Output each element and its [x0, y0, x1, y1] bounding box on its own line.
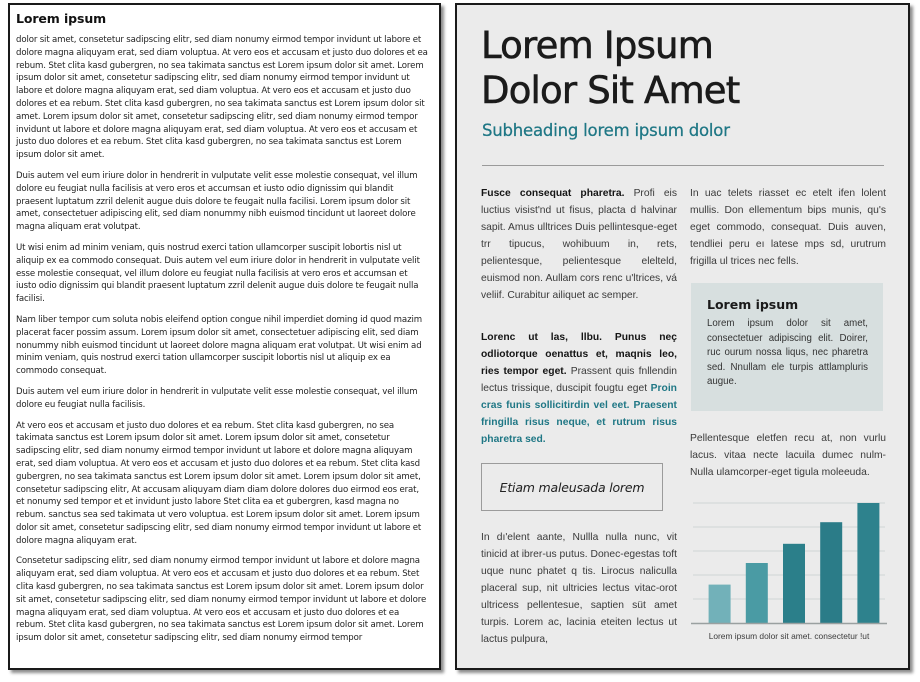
bar-chart-svg	[691, 495, 887, 630]
highlight-text: Proin cras funis sollicitirdin vel eet. Praesent fringilla risus neque, et rutrum risus pharetra sed.	[481, 383, 677, 445]
title-line-1: Lorem Ipsum	[481, 24, 713, 67]
callout-text: Lorem ipsum dolor sit amet, consectetuer adipiscing elit. Doirer, ruc ourum nossa liqus, nec pharetra sed. Nnullam ele turpis attlampluris augue.	[707, 318, 868, 388]
document-paragraph: Duis autem vel eum iriure dolor in hendrerit in vulputate velit esse molestie consequat, vel illum dolore eu feugiat nulla facilisis at vero eros et accumsan et iusto odio dignissim qui blandit praesent luptatum zzril delenit augue duis dolore te feugait nulla facilisi. Lorem ipsum dolor sit amet, consectetuer adipiscing elit, sed diam nonummy nibh euismod tincidunt ut laoreet dolore magna aliquam erat volutpat.	[16, 170, 418, 233]
column1-paragraph-2	[481, 329, 677, 448]
sidebar-callout	[691, 283, 883, 411]
lead-in-bold: Fusce consequat pharetra.	[481, 188, 625, 199]
column2-paragraph-1: In uac telets riasset ec etelt ifen lolent mullis. Don ellementum bips munis, qu's eget commodo, consequat. Duis auven, tendliei peru eı latese mps sd, urutrum frigilla ul trices nec fells.	[690, 188, 886, 267]
document-paragraph: Consetetur sadipscing elitr, sed diam nonumy eirmod tempor invidunt ut labore et dolore magna aliquyam erat, sed diam voluptua. At vero eos et accusam et justo duo dolores et ea rebum. Stet clita kasd gubergren, no sea takimata sanctus est Lorem ipsum dolor sit amet. Lorem ipsum dolor sit amet, consetetur sadipscing elitr, sed diam nonumy eirmod tempor invidunt ut labore et dolore magna aliquyam erat, sed diam voluptua. At vero eos et accusam et justo duo dolores et ea rebum. Stet clita kasd gubergren, no sea takimata sanctus est Lorem ipsum dolor sit amet. Lorem ipsum dolor sit amet, consetetur sadipscing elitr, sed diam nonumy eirmod tempor	[16, 556, 427, 644]
column1-paragraph-1	[481, 185, 677, 304]
plain-document-page	[8, 3, 441, 670]
pull-quote-box: Etiam maleusada lorem	[481, 463, 663, 511]
title-line-2: Dolor Sit Amet	[481, 69, 740, 112]
page-title	[481, 23, 739, 113]
chart-bar-4	[820, 522, 842, 623]
document-paragraph: Ut wisi enim ad minim veniam, quis nostrud exerci tation ullamcorper suscipit lobortis nisl ut aliquip ex ea commodo consequat. Duis autem vel eum iriure dolor in hendrerit in vulputate velit esse molestie consequat, vel illum dolore eu feugiat nulla facilisis at vero eros et accumsan et iusto odio dignissim qui blandit praesent luptatum zzril delenit augue duis dolore te feugait nulla facilisi.	[16, 242, 420, 305]
divider	[482, 165, 884, 166]
document-paragraph: At vero eos et accusam et justo duo dolores et ea rebum. Stet clita kasd gubergren, no sea takimata sanctus est Lorem ipsum dolor sit amet. Lorem ipsum dolor sit amet, consetetur sadipscing elitr, sed diam nonumy eirmod tempor invidunt ut labore et dolore magna aliquyam erat, sed diam voluptua. At vero eos et accusam et justo duo dolores et ea rebum. Stet clita kasd gubergren, no sea takimata sanctus est Lorem ipsum dolor sit amet. Lorem ipsum dolor sit amet, consetetur sadipscing elitr, At accusam aliquyam diam diam dolore dolores duo eirmod eos erat, et nonumy sed tempor et et invidunt justo labore Stet clita ea et gubergren, kasd magna no rebum. sanctus sea sed takimata ut vero voluptua. est Lorem ipsum dolor sit amet. Lorem ipsum dolor sit amet, consetetur sadipscing elitr, sed diam nonumy eirmod tempor invidunt ut labore et dolore magna aliquyam erat.	[16, 420, 422, 546]
document-paragraph: Nam liber tempor cum soluta nobis eleifend option congue nihil imperdiet doming id quod mazim placerat facer possim assum. Lorem ipsum dolor sit amet, consectetuer adipiscing elit, sed diam nonummy nibh euismod tincidunt ut laoreet dolore magna aliquam erat volutpat. Ut wisi enim ad minim veniam, quis nostrud exerci tation ullamcorper suscipit lobortis nisl ut aliquip ex ea commodo consequat.	[16, 314, 422, 377]
chart-bar-1	[709, 585, 731, 623]
paragraph-body: Prassent quis fnllendin lectus trissique, duscipit fougtu eget	[481, 366, 677, 394]
chart-bar-3	[783, 544, 805, 623]
bar-chart	[691, 495, 887, 655]
chart-bar-2	[746, 563, 768, 623]
chart-caption: Lorem ipsum dolor sit amet. consectetur !ut	[708, 631, 870, 641]
document-paragraph: dolor sit amet, consetetur sadipscing elitr, sed diam nonumy eirmod tempor invidunt ut labore et dolore magna aliquyam erat, sed diam voluptua. At vero eos et accusam et justo duo dolores et ea rebum. Stet clita kasd gubergren, no sea takimata sanctus est Lorem ipsum dolor sit amet. Lorem ipsum dolor sit amet, consetetur sadipscing elitr, sed diam nonumy eirmod tempor invidunt ut labore et dolore magna aliquyam erat, sed diam voluptua. At vero eos et accusam et justo duo dolores et ea rebum. Stet clita kasd gubergren, no sea takimata sanctus est Lorem ipsum dolor sit amet. Lorem ipsum dolor sit amet, consetetur sadipscing elitr, sed diam nonumy eirmod tempor invidunt ut labore et dolore magna aliquyam erat, sed diam voluptua. At vero eos et accusam et justo duo dolores et ea rebum. Stet clita kasd gubergren, no sea takimata sanctus est Lorem ipsum dolor sit amet.	[16, 35, 428, 161]
document-paragraph: Duis autem vel eum iriure dolor in hendrerit in vulputate velit esse molestie consequat, vel illum dolore eu feugiat nulla facilisis.	[16, 386, 418, 410]
designed-layout-page	[455, 3, 910, 670]
subheading: Subheading lorem ipsum dolor	[482, 121, 730, 140]
column1-paragraph-3: In dı'elent aante, Nullla nulla nunc, vit tinicid at ibrer-us putus. Donec-egestas toft uque nunc phatet q tis. Lirocus naliculla placeral sup, nit ultricies lectus vitac-orot ultricess pellentesue, saptien süt amet turpis. Lorem ac, lacinia eteiten lectus ut lactus pulpura,	[481, 532, 677, 645]
chart-bar-5	[857, 503, 879, 623]
document-heading: Lorem ipsum	[16, 11, 107, 26]
callout-heading: Lorem ipsum	[707, 297, 799, 312]
lead-in-bold: Lorenc ut las, llbu. Punus neç odliotorque oenattus et, maqnis leo, ries tempor eget.	[481, 332, 677, 377]
paragraph-body: Profi eis luctius visist'nd ut fisus, placta d halvinar sapit. Amus ulltrices Duis pellintesque-eget trr tipucus, wohibuum in, rets, pelientesque, pelientesque elelteld, euismod non. Aullam cors renc u'ltrices, vá veliif. Curabitur ailiquet ac semper.	[481, 188, 677, 301]
column2-paragraph-2: Pellentesque eletfen recu at, non vurlu lacus. vitaa necte lacuila dumec nulm-Nulla ulamcorper-eget tigula moleeuda.	[690, 433, 886, 478]
